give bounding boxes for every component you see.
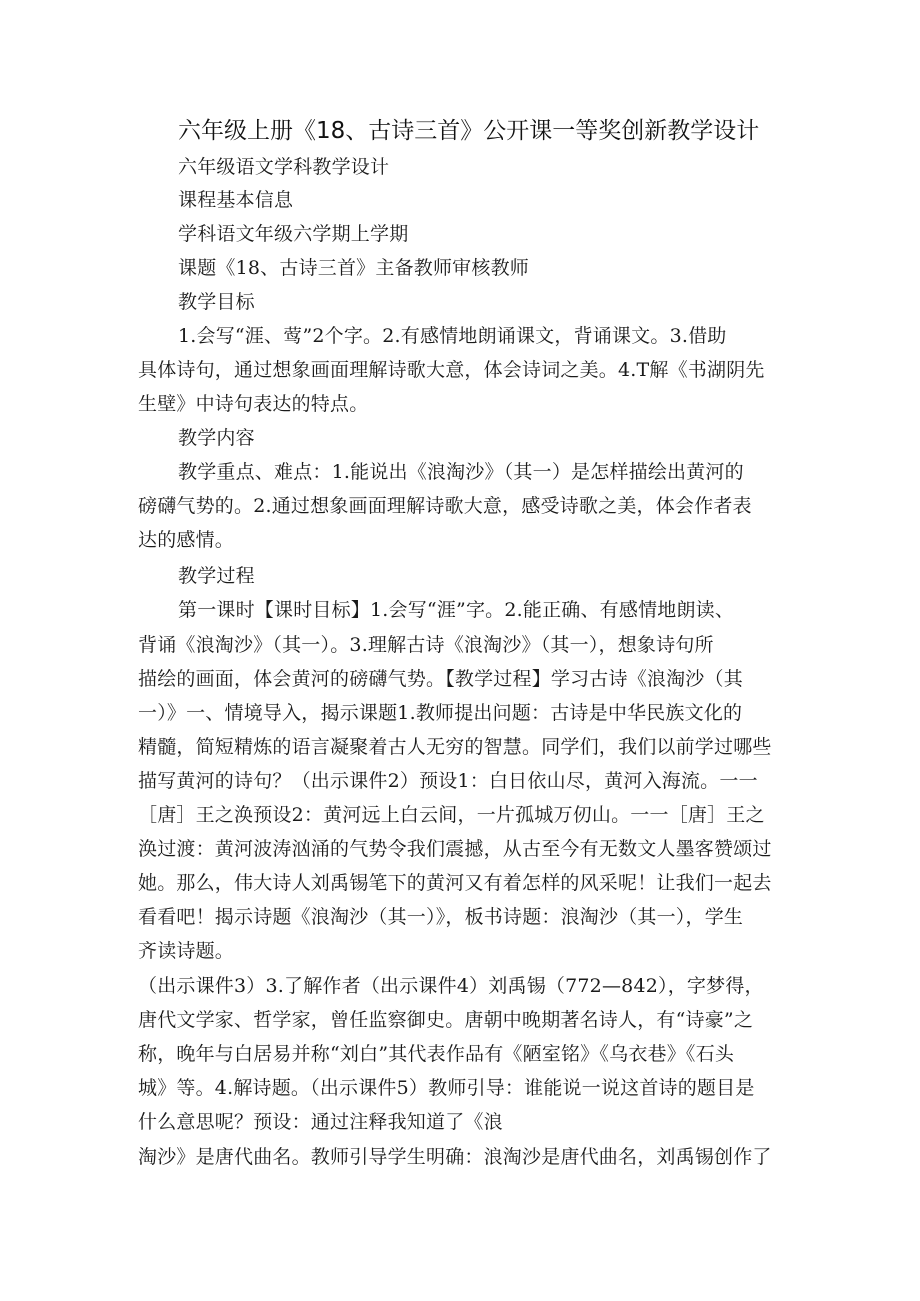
text-line: 课程基本信息 (178, 189, 294, 211)
text-line: 涣过渡：黄河波涛汹涌的气势令我们震撼，从古至今有无数文人墨客赞颂过 (138, 838, 772, 860)
text-line: ［唐］王之涣预设2：黄河远上白云间，一片孤城万仞山。一一［唐］王之 (138, 804, 765, 826)
text-line: 唐代文学家、哲学家，曾任监察御史。唐朝中晚期著名诗人，有“诗豪”之 (138, 1009, 754, 1031)
text-line: 什么意思呢？预设：通过注释我知道了《浪 (138, 1111, 503, 1133)
text-line: 课题《18、古诗三首》主备教师审核教师 (178, 257, 529, 279)
text-line: 第一课时【课时目标】1.会写“涯”字。2.能正确、有感情地朗读、 (178, 599, 735, 621)
text-line: 称，晚年与白居易并称“刘白”其代表作品有《陋室铭》《乌衣巷》《石头 (138, 1043, 735, 1065)
text-line: 精髓，简短精炼的语言凝聚着古人无穷的智慧。同学们，我们以前学过哪些 (138, 736, 772, 758)
text-line: 齐读诗题。 (138, 940, 235, 962)
text-line: 看看吧！揭示诗题《浪淘沙（其一）》，板书诗题：浪淘沙（其一），学生 (138, 906, 744, 928)
text-line: 她。那么，伟大诗人刘禹锡笔下的黄河又有着怎样的风采呢！让我们一起去 (138, 872, 772, 894)
text-line: 一）》一、情境导入，揭示课题1.教师提出问题：古诗是中华民族文化的 (138, 702, 743, 724)
text-line: 教学重点、难点：1.能说出《浪淘沙》（其一）是怎样描绘出黄河的 (178, 461, 744, 483)
text-line: 城》等。4.解诗题。（出示课件5）教师引导：谁能说一说这首诗的题目是 (138, 1077, 755, 1099)
text-line: 描绘的画面，体会黄河的磅礴气势。【教学过程】学习古诗《浪淘沙（其 (138, 668, 743, 690)
text-line: 生壁》中诗句表达的特点。 (138, 393, 369, 415)
text-line: 六年级语文学科教学设计 (178, 156, 390, 178)
section-heading: 教学内容 (178, 427, 255, 449)
text-line: 达的感情。 (138, 529, 235, 551)
text-line: 淘沙》是唐代曲名。教师引导学生明确：浪淘沙是唐代曲名，刘禹锡创作了 (138, 1146, 772, 1168)
section-heading: 教学过程 (178, 565, 255, 587)
text-line: 背诵《浪淘沙》（其一）。3.理解古诗《浪淘沙》（其一），想象诗句所 (138, 634, 714, 656)
text-line: 学科语文年级六学期上学期 (178, 223, 409, 245)
document-title: 六年级上册《18、古诗三首》公开课一等奖创新教学设计 (178, 118, 760, 144)
text-line: 描写黄河的诗句？（出示课件2）预设1：白日依山尽，黄河入海流。一一 (138, 770, 758, 792)
text-line: （出示课件3）3.了解作者（出示课件4）刘禹锡（772—842），字梦得， (138, 975, 764, 997)
text-line: 具体诗句，通过想象画面理解诗歌大意，体会诗词之美。4.T解《书湖阴先 (138, 359, 765, 381)
text-line: 1.会写“涯、莺”2个字。2.有感情地朗诵课文，背诵课文。3.借助 (178, 325, 727, 347)
text-line: 磅礴气势的。2.通过想象画面理解诗歌大意，感受诗歌之美，体会作者表 (138, 495, 752, 517)
section-heading: 教学目标 (178, 291, 255, 313)
